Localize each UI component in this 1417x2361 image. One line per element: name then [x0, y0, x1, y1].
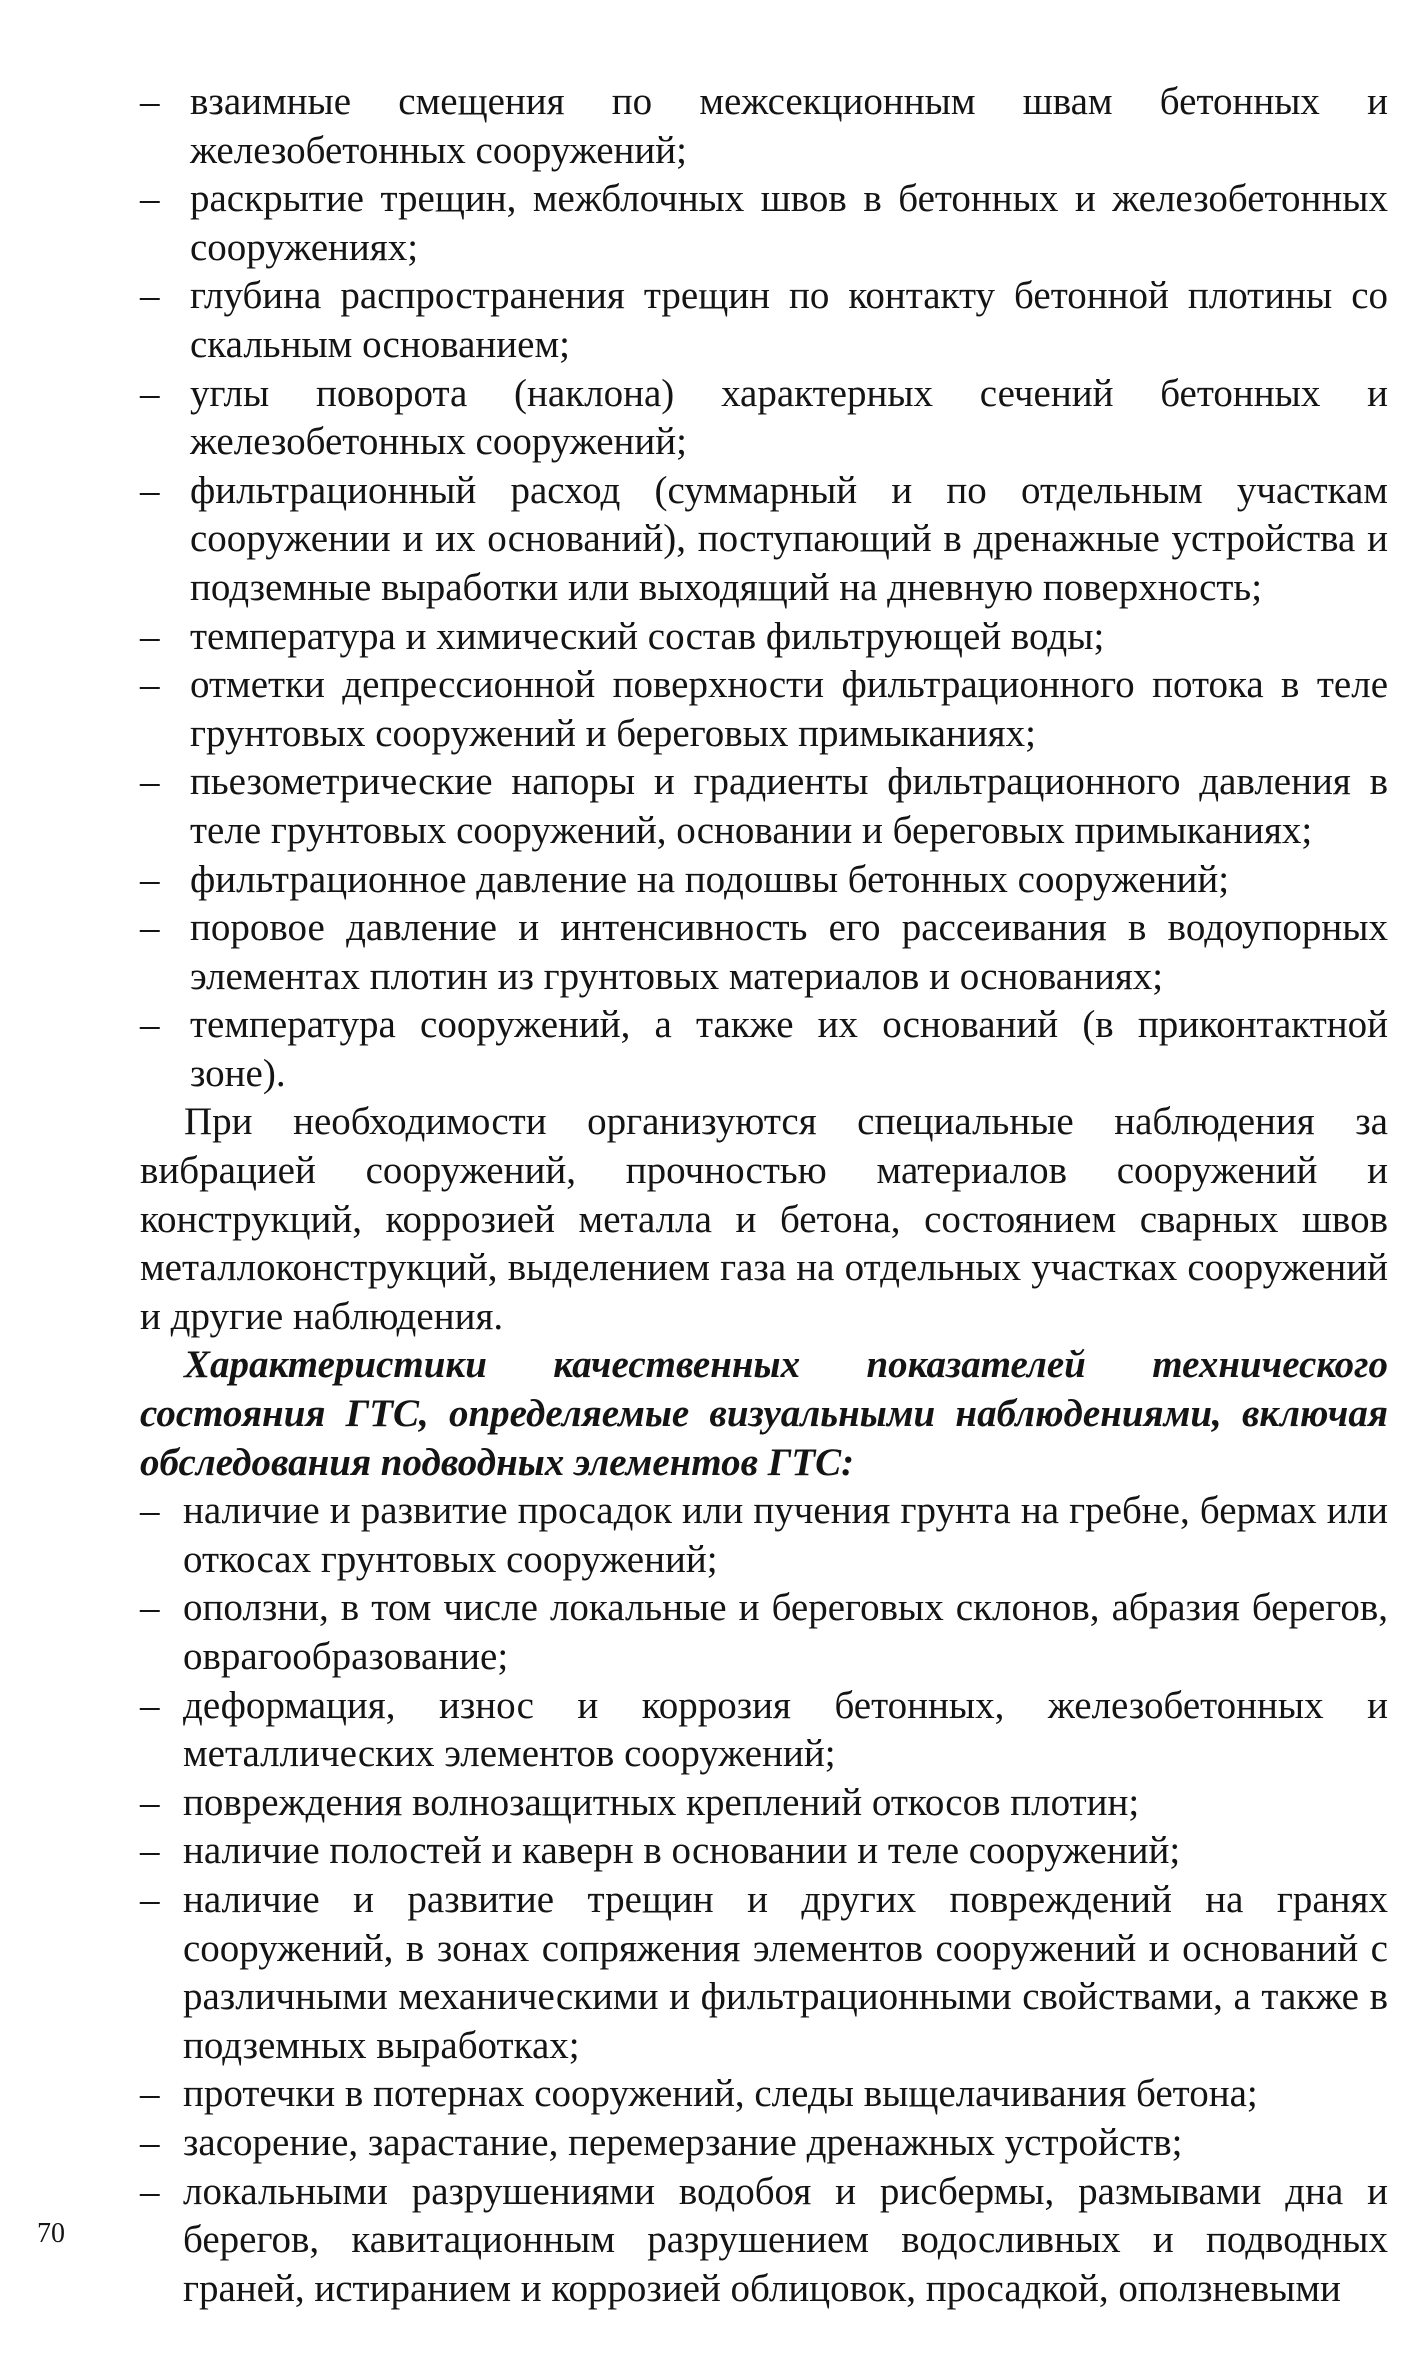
list-item-text: раскрытие трещин, межблочных швов в бетонных и железобетонных сооружениях;: [190, 177, 1388, 269]
list-item-text: локальными разрушениями водобоя и рисбермы, размывами дна и берегов, кавитационным разрушением водосливных и подводных граней, истиранием и коррозией облицовок, просадкой, оползневыми: [183, 2169, 1388, 2310]
page-content: [140, 78, 1388, 2313]
list-item: [140, 1682, 1388, 1779]
list-dash: –: [140, 614, 160, 658]
list-item: [140, 2168, 1388, 2314]
list-dash: –: [140, 177, 160, 221]
list-item: [140, 370, 1388, 467]
list-item: [140, 613, 1388, 662]
list-item-text: углы поворота (наклона) характерных сечений бетонных и железобетонных сооружений;: [190, 371, 1388, 464]
list-dash: –: [140, 1489, 160, 1533]
list-item-text: засорение, зарастание, перемерзание дренажных устройств;: [183, 2120, 1183, 2164]
list-item-text: поровое давление и интенсивность его рассеивания в водоупорных элементах плотин из грунтовых материалов и основаниях;: [190, 906, 1388, 998]
list-item-text: фильтрационное давление на подошвы бетонных сооружений;: [190, 857, 1230, 901]
list-dash: –: [140, 2169, 160, 2213]
list-item-text: повреждения волнозащитных креплений откосов плотин;: [183, 1780, 1140, 1824]
list-item-text: глубина распространения трещин по контакту бетонной плотины со скальным основанием;: [190, 274, 1388, 366]
list-dash: –: [140, 1829, 160, 1873]
list-dash: –: [140, 857, 160, 901]
list-item: [140, 758, 1388, 855]
list-item: [140, 904, 1388, 1001]
list-item: [140, 2119, 1388, 2168]
list-item: [140, 2070, 1388, 2119]
list-item: [140, 1827, 1388, 1876]
list-item: [140, 175, 1388, 272]
list-item: [140, 467, 1388, 613]
list-dash: –: [140, 906, 160, 950]
list-item: [140, 1001, 1388, 1098]
list-item-text: отметки депрессионной поверхности фильтрационного потока в теле грунтовых сооружений и береговых примыканиях;: [190, 663, 1388, 755]
list-dash: –: [140, 1586, 160, 1630]
observation-parameters-list: [140, 78, 1388, 1098]
list-dash: –: [140, 468, 160, 512]
list-dash: –: [140, 1780, 160, 1824]
list-dash: –: [140, 2120, 160, 2164]
list-item: [140, 856, 1388, 905]
list-item-text: температура сооружений, а также их оснований (в приконтактной зоне).: [190, 1003, 1388, 1095]
list-item-text: наличие полостей и каверн в основании и теле сооружений;: [183, 1829, 1181, 1873]
list-item: [140, 1876, 1388, 2070]
list-item-text: наличие и развитие трещин и других повреждений на гранях сооружений, в зонах сопряжения элементов сооружений и оснований с различными механическими и фильтрационными свойствами, а также в подземных выработках;: [183, 1877, 1388, 2067]
list-item: [140, 78, 1388, 175]
list-item-text: температура и химический состав фильтрующей воды;: [190, 614, 1105, 658]
list-item: [140, 1487, 1388, 1584]
body-paragraph: При необходимости организуются специальные наблюдения за вибрацией сооружений, прочностью материалов сооружений и конструкций, коррозией металла и бетона, состоянием сварных швов металлоконструкций, выделением газа на отдельных участках сооружений и другие наблюдения.: [140, 1100, 1388, 1338]
list-dash: –: [140, 274, 160, 318]
visual-observation-list: [140, 1487, 1388, 2313]
list-dash: –: [140, 80, 160, 123]
section-heading: Характеристики качественных показателей технического состояния ГТС, определяемые визуальными наблюдениями, включая обследования подводных элементов ГТС:: [140, 1343, 1388, 1484]
list-item: [140, 1779, 1388, 1828]
list-item-text: пьезометрические напоры и градиенты фильтрационного давления в теле грунтовых сооружений, основании и береговых примыканиях;: [190, 760, 1388, 852]
list-dash: –: [140, 371, 160, 415]
list-item-text: взаимные смещения по межсекционным швам бетонных и железобетонных сооружений;: [190, 80, 1388, 172]
list-dash: –: [140, 1003, 160, 1047]
list-item-text: деформация, износ и коррозия бетонных, железобетонных и металлических элементов сооружений;: [183, 1683, 1388, 1776]
list-item: [140, 272, 1388, 369]
list-dash: –: [140, 760, 160, 804]
list-item-text: фильтрационный расход (суммарный и по отдельным участкам сооружении и их оснований), поступающий в дренажные устройства и подземные выработки или выходящий на дневную поверхность;: [190, 468, 1388, 609]
list-item: [140, 1584, 1388, 1681]
list-item-text: наличие и развитие просадок или пучения грунта на гребне, бермах или откосах грунтовых сооружений;: [183, 1489, 1388, 1581]
list-dash: –: [140, 2072, 160, 2116]
list-item-text: оползни, в том числе локальные и береговых склонов, абразия берегов, оврагообразование;: [183, 1586, 1388, 1678]
list-dash: –: [140, 1683, 160, 1727]
list-dash: –: [140, 1877, 160, 1921]
list-dash: –: [140, 663, 160, 707]
list-item-text: протечки в потернах сооружений, следы выщелачивания бетона;: [183, 2072, 1258, 2116]
list-item: [140, 661, 1388, 758]
page-number: 70: [37, 2218, 65, 2249]
